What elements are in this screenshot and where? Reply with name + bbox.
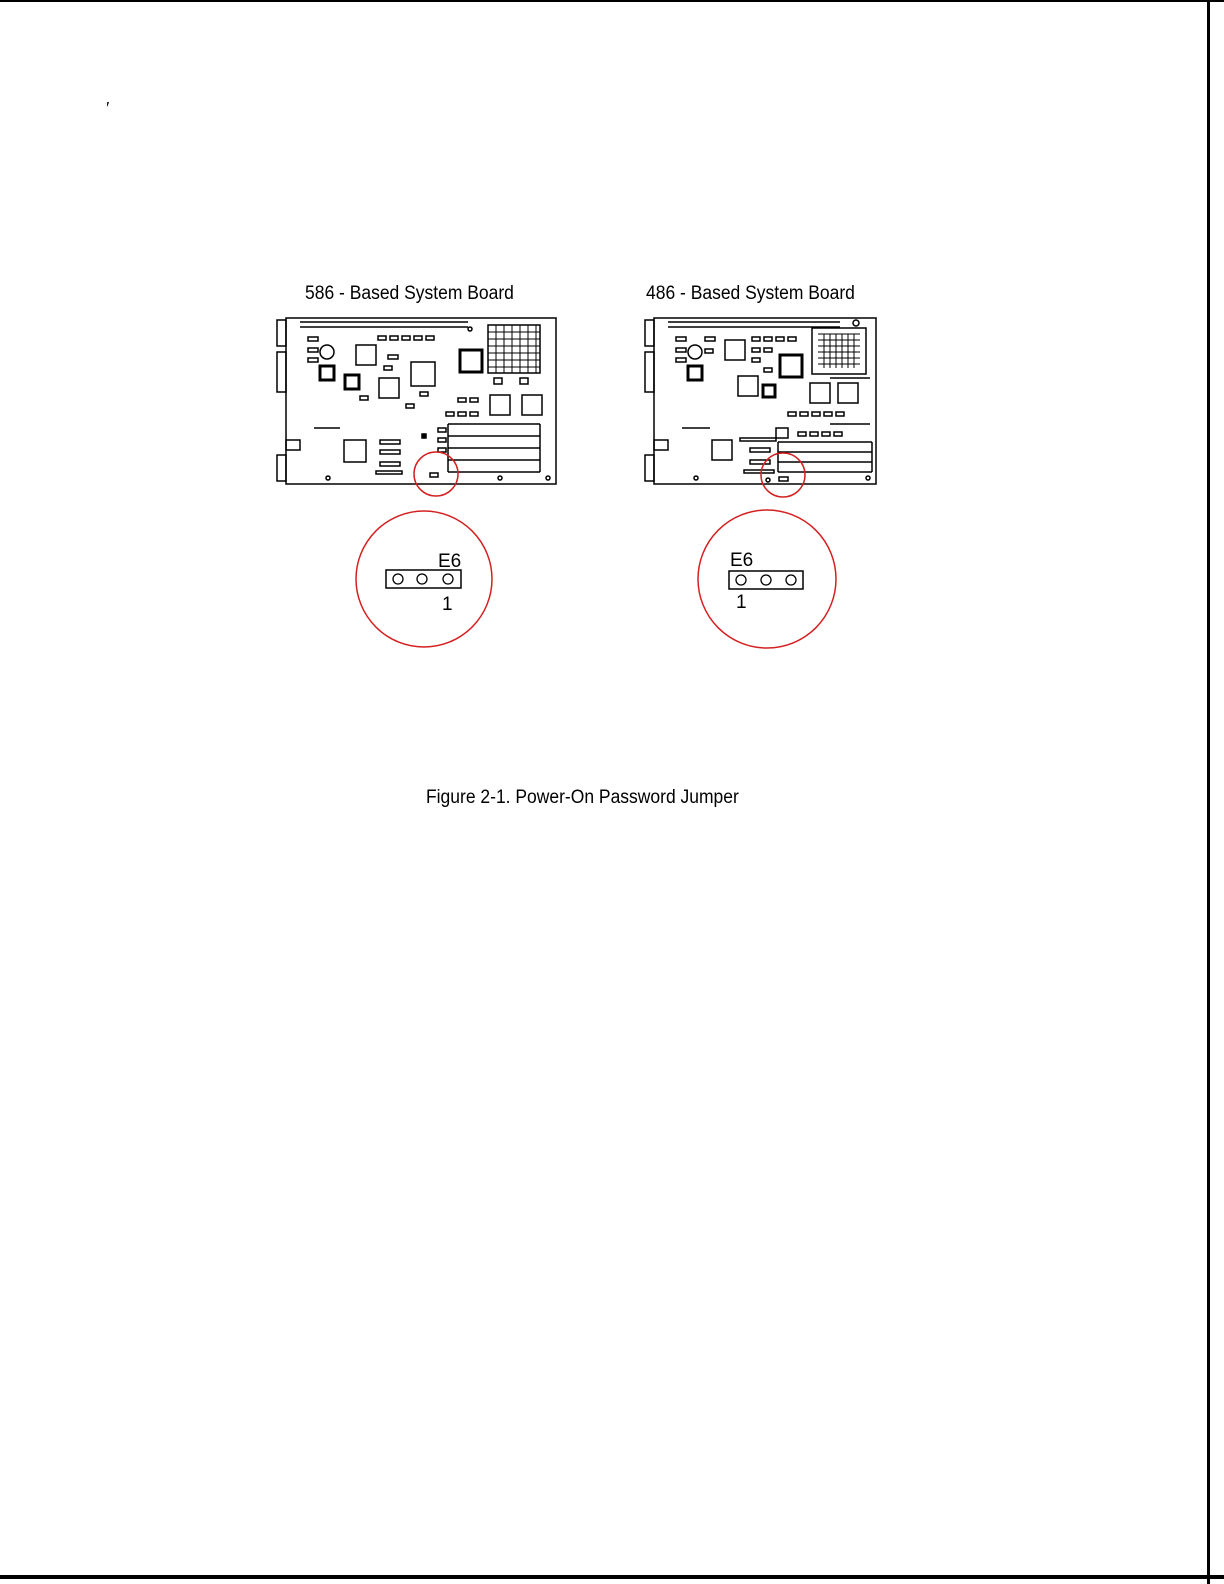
jumper-pin-icon	[417, 574, 427, 584]
jumper-highlight-586	[414, 452, 458, 496]
jumper-pin-icon	[393, 574, 403, 584]
jumper-detail-586	[356, 511, 492, 647]
pin-label-486: 1	[736, 592, 747, 613]
jumper-block-586	[386, 570, 461, 588]
figure-caption: Figure 2-1. Power-On Password Jumper	[426, 787, 739, 808]
magnifier-circle-586	[356, 511, 492, 647]
board-586-diagram	[277, 318, 556, 484]
board-486-diagram	[645, 318, 876, 484]
jumper-pin-icon	[736, 575, 746, 585]
jumper-detail-486	[698, 510, 836, 648]
magnifier-circle-486	[698, 510, 836, 648]
board-586-title: 586 - Based System Board	[305, 283, 514, 304]
jumper-pin-icon	[443, 574, 453, 584]
pin-label-586: 1	[442, 594, 453, 615]
jumper-label-586: E6	[438, 551, 462, 572]
stray-mark: ′	[106, 98, 110, 118]
jumper-block-486	[729, 571, 803, 589]
jumper-pin-icon	[761, 575, 771, 585]
jumper-pin-icon	[786, 575, 796, 585]
jumper-label-486: E6	[730, 550, 754, 571]
board-486-title: 486 - Based System Board	[646, 283, 855, 304]
jumper-highlight-486	[761, 453, 805, 497]
